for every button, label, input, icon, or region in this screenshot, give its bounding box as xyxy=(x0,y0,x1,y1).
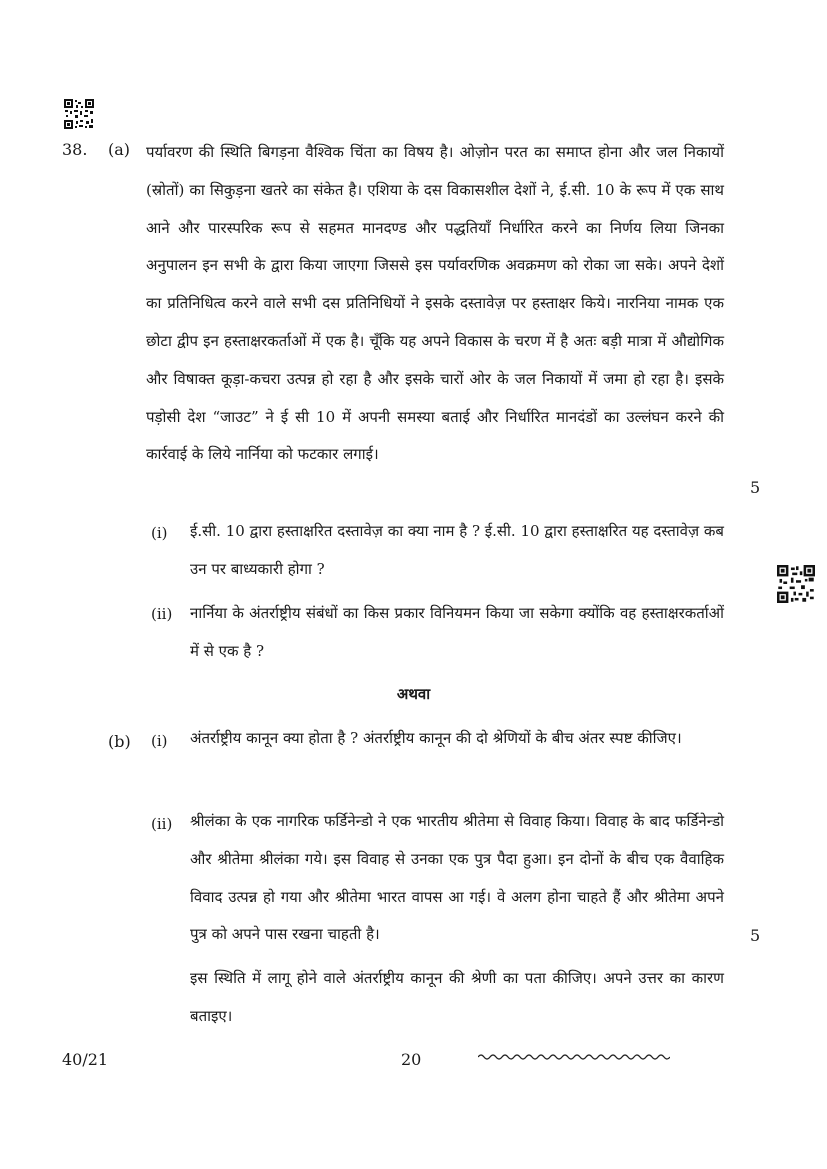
part-b-sub-ii-label: (ii) xyxy=(151,815,173,833)
qr-code-top-left xyxy=(64,99,94,129)
part-a-sub-i-text: ई.सी. 10 द्वारा हस्ताक्षरित दस्तावेज़ का क्या नाम है ? ई.सी. 10 द्वारा हस्ताक्षरित यह दस्तावेज़ कब उन पर बाध्यकारी होगा ? xyxy=(190,522,724,578)
wavy-line-decoration xyxy=(478,1052,670,1062)
part-b-sub-i-text: अंतर्राष्ट्रीय कानून क्या होता है ? अंतर्राष्ट्रीय कानून की दो श्रेणियों के बीच अंतर स्पष्ट कीजिए। xyxy=(190,729,682,747)
part-b-task-text: इस स्थिति में लागू होने वाले अंतर्राष्ट्रीय कानून की श्रेणी का पता कीजिए। अपने उत्तर का कारण बताइए। xyxy=(190,969,724,1025)
part-a-paragraph: पर्यावरण की स्थिति बिगड़ना वैश्विक चिंता का विषय है। ओज़ोन परत का समाप्त होना और जल निकायों (स्रोतों) का सिकुड़ना खतरे का संकेत है। एशिया के दस विकासशील देशों ने, ई.सी. 10 के रूप में एक साथ आने और पारस्परिक रूप से सहमत मानदण्ड और पद्धतियाँ निर्धारित करने का निर्णय लिया जिनका अनुपालन इन सभी के द्वारा किया जाएगा जिससे इस पर्यावरणिक अवक्रमण को रोका जा सके। अपने देशों का प्रतिनिधित्व करने वाले सभी दस प्रतिनिधियों ने इसके दस्तावेज़ पर हस्ताक्षर किये। नारनिया नामक एक छोटा द्वीप इन हस्ताक्षरकर्ताओं में एक है। चूँकि यह अपने विकास के चरण में है अतः बड़ी मात्रा में औद्योगिक और विषाक्त कूड़ा-कचरा उत्पन्न हो रहा है और इसके चारों ओर के जल निकायों में जमा हो रहा है। इसके पड़ोसी देश “जाउट” ने ई सी 10 में अपनी समस्या बताई और निर्धारित मानदंडों का उल्लंघन करने की कार्रवाई के लिये नार्निया को फटकार लगाई। xyxy=(146,143,724,464)
part-b-sub-i-label: (i) xyxy=(151,732,168,750)
question-number: 38. xyxy=(62,140,88,159)
qr-code-right-margin xyxy=(777,565,815,603)
part-a-sub-ii-text: नार्निया के अंतर्राष्ट्रीय संबंधों का किस प्रकार विनियमन किया जा सकेगा क्योंकि वह हस्ताक्षरकर्ताओं में से एक है ? xyxy=(190,604,724,660)
page-number: 20 xyxy=(401,1050,422,1069)
part-a-label: (a) xyxy=(108,140,131,159)
or-heading: अथवा xyxy=(396,685,431,703)
part-a-sub-i-label: (i) xyxy=(151,524,168,542)
part-b-label: (b) xyxy=(108,732,131,751)
part-a-marks: 5 xyxy=(750,478,761,497)
paper-code: 40/21 xyxy=(62,1050,109,1069)
part-b-sub-ii-text: श्रीलंका के एक नागरिक फर्डिनेन्डो ने एक भारतीय श्रीतेमा से विवाह किया। विवाह के बाद फर्डिनेन्डो और श्रीतेमा श्रीलंका गये। इस विवाह से उनका एक पुत्र पैदा हुआ। इन दोनों के बीच एक वैवाहिक विवाद उत्पन्न हो गया और श्रीतेमा भारत वापस आ गई। वे अलग होना चाहते हैं और श्रीतेमा अपने पुत्र को अपने पास रखना चाहती है। xyxy=(190,812,724,944)
part-a-sub-ii-label: (ii) xyxy=(151,605,173,623)
part-b-marks: 5 xyxy=(750,926,761,945)
